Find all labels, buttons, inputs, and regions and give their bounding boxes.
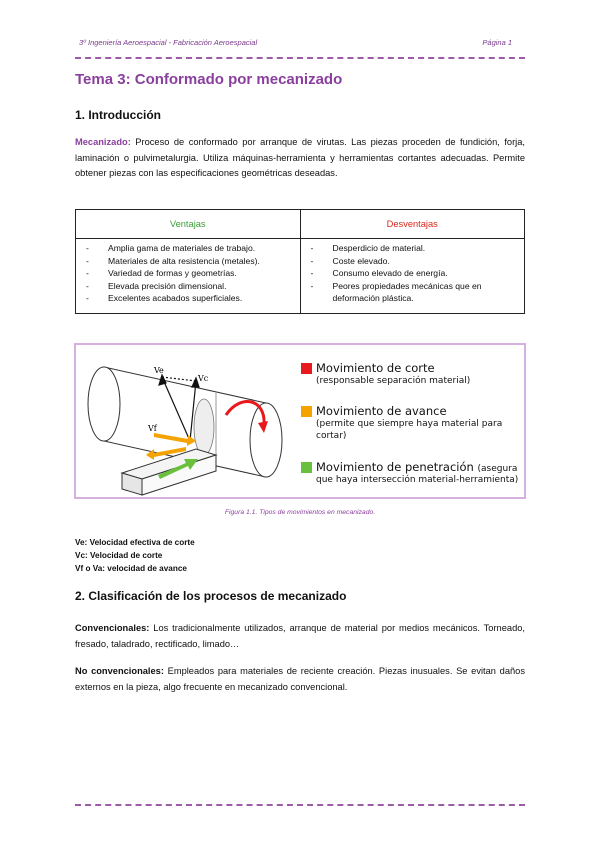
ventaja-item: - Variedad de formas y geometrías. (80, 267, 296, 280)
legend-penetracion-desc: que haya intersección material-herramienta) (316, 475, 519, 485)
machining-figure (74, 343, 526, 499)
velocity-notes (75, 536, 195, 575)
desventajas-cell (300, 239, 525, 314)
desventaja-item: - Consumo elevado de energía. (305, 267, 521, 280)
pros-cons-table (75, 209, 525, 314)
intro-paragraph (75, 135, 525, 182)
desventaja-item: - Desperdicio de material. (305, 242, 521, 255)
desventaja-item: - Peores propiedades mecánicas que en deformación plástica. (305, 280, 521, 305)
note-item: Ve: Velocidad efectiva de corte (75, 538, 195, 547)
red-swatch (301, 363, 312, 374)
header-page-number: Página 1 (482, 38, 512, 47)
ventaja-item: - Materiales de alta resistencia (metales). (80, 255, 296, 268)
header-course: 3º Ingeniería Aeroespacial - Fabricación Aeroespacial (79, 38, 258, 47)
convencionales-text: Los tradicionalmente utilizados, arranque de material por medios mecánicos. Torneado, fresado, taladrado, rectificado, limado… (75, 623, 525, 649)
page-header (79, 38, 512, 47)
note-item: Vc: Velocidad de corte (75, 551, 163, 560)
ve-label: Ve (154, 366, 164, 375)
legend-avance (301, 404, 516, 442)
ventaja-item: - Excelentes acabados superficiales. (80, 292, 296, 305)
legend-penetracion (301, 460, 518, 486)
no-convencionales-text: Empleados para materiales de reciente creación. Piezas inusuales. Se evitan daños externos en la pieza, algo frecuente en mecanizado convencional. (75, 666, 525, 692)
ventaja-item: - Amplia gama de materiales de trabajo. (80, 242, 296, 255)
note-item: Vf o Va: velocidad de avance (75, 564, 187, 573)
figure-caption: Figura 1.1. Tipos de movimientos en mecanizado. (224, 509, 376, 516)
no-convencionales-paragraph (75, 664, 525, 695)
ventajas-header: Ventajas (76, 210, 301, 239)
legend-avance-desc: (permite que siempre haya material para cortar) (316, 419, 503, 441)
convencionales-paragraph (75, 621, 525, 652)
legend-corte-desc: (responsable separación material) (316, 376, 471, 386)
vc-label: Vc (198, 374, 209, 383)
ventajas-cell (76, 239, 301, 314)
intro-text: Proceso de conformado por arranque de virutas. Las piezas proceden de fundición, forja, laminación o pulvimetalurgia. Utiliza máquinas-herramienta y herramientas cortantes adecuadas. Permite obtener piezas con las especificaciones geométricas deseadas. (75, 137, 525, 178)
section1-heading: 1. Introducción (75, 108, 162, 122)
header-divider (75, 57, 525, 59)
ventaja-item: - Elevada precisión dimensional. (80, 280, 296, 293)
footer-divider (75, 804, 525, 806)
orange-swatch (301, 406, 312, 417)
term-mecanizado: Mecanizado: (75, 137, 131, 147)
page-title: Tema 3: Conformado por mecanizado (75, 71, 343, 88)
desventajas-header: Desventajas (300, 210, 525, 239)
vf-label: Vf (148, 424, 157, 433)
legend-avance-title: Movimiento de avance (316, 404, 447, 418)
legend-corte-title: Movimiento de corte (316, 361, 435, 375)
legend-penetracion-desc-inline: (asegura (477, 464, 518, 474)
green-swatch (301, 462, 312, 473)
term-no-convencionales: No convencionales: (75, 666, 164, 676)
section2-heading: 2. Clasificación de los procesos de mecanizado (75, 589, 347, 603)
term-convencionales: Convencionales: (75, 623, 150, 633)
legend-penetracion-title: Movimiento de penetración (316, 460, 474, 474)
legend-corte (301, 361, 470, 387)
desventaja-item: - Coste elevado. (305, 255, 521, 268)
